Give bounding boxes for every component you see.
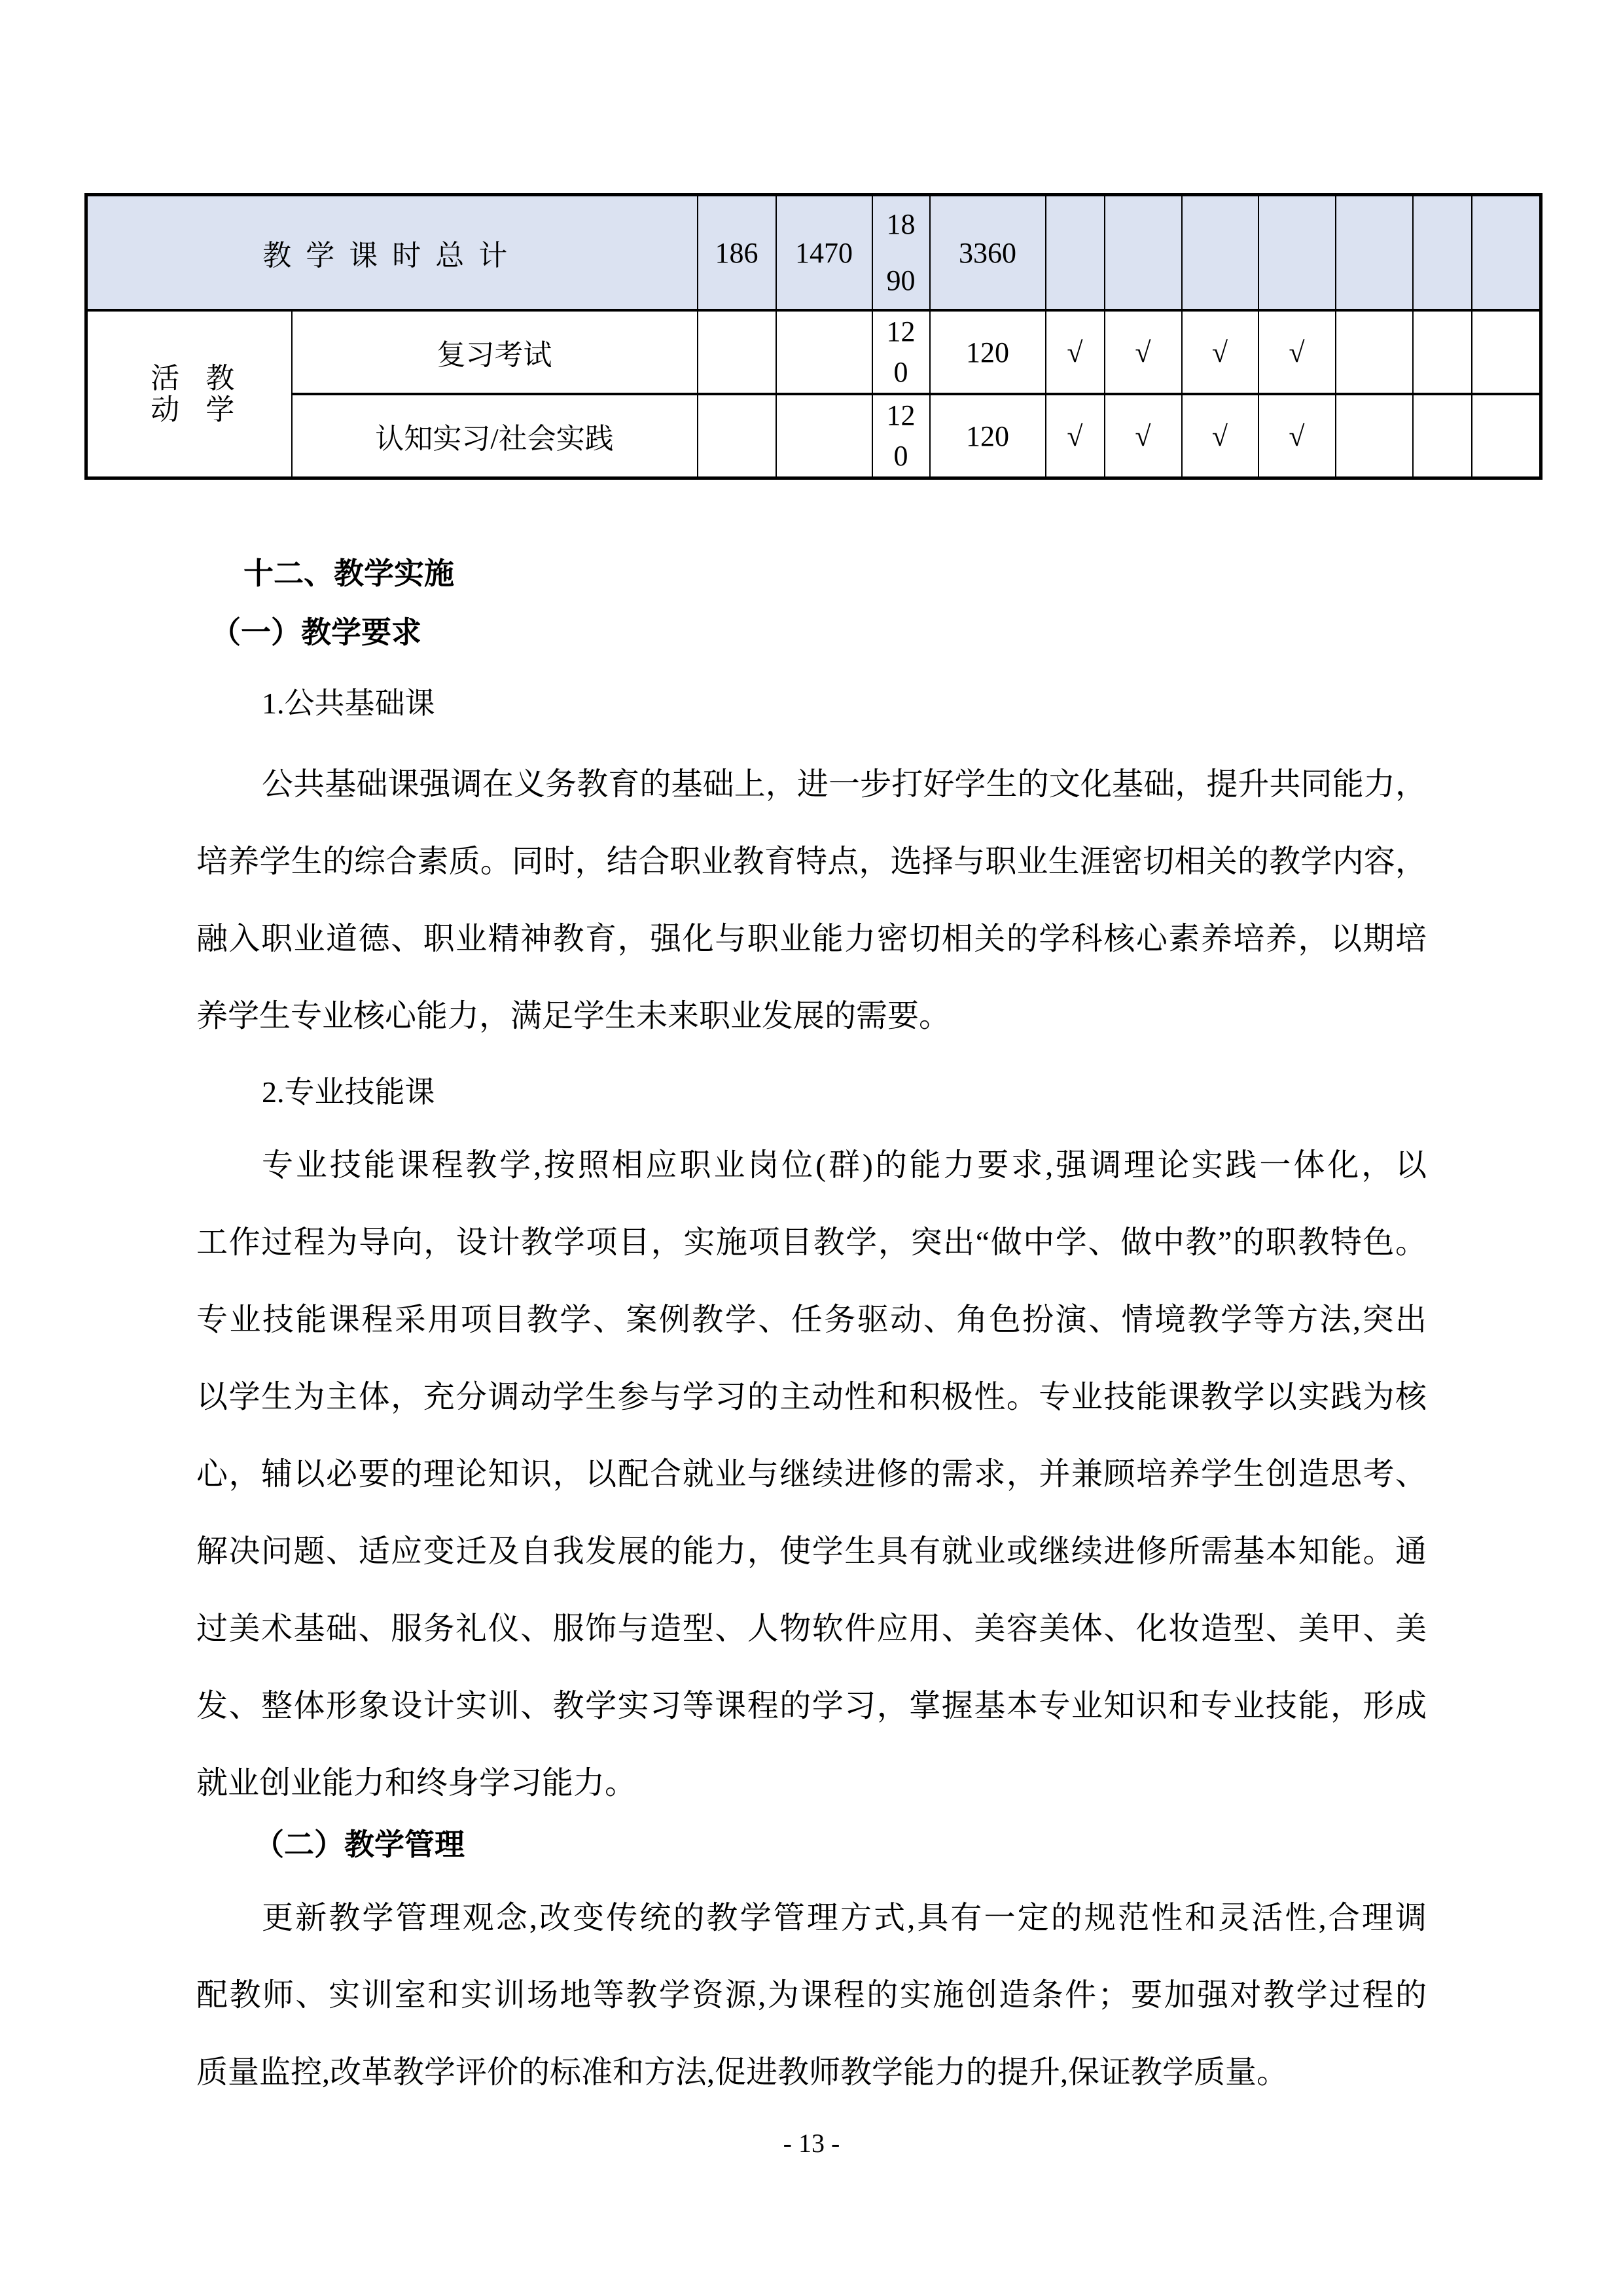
row-label-cell: 认知实习/社会实践 <box>292 394 698 478</box>
paragraph-line: 心，辅以必要的理论知识，以配合就业与继续进修的需求，并兼顾培养学生创造思考、 <box>196 1457 1427 1492</box>
page-number: - 13 - <box>783 2128 840 2158</box>
empty-cell <box>1105 195 1182 311</box>
empty-cell <box>1413 195 1472 311</box>
paragraph-line: 过美术基础、服务礼仪、服饰与造型、人物软件应用、美容美体、化妆造型、美甲、美 <box>196 1611 1427 1646</box>
empty-cell <box>1182 195 1258 311</box>
empty-cell <box>1336 195 1413 311</box>
paragraph-line: 工作过程为导向，设计教学项目，实施项目教学，突出“做中学、做中教”的职教特色。 <box>196 1225 1427 1260</box>
table-row-summary <box>86 195 1541 311</box>
hours-line1: 12 <box>886 315 916 348</box>
subsection-heading-teaching-requirements: （一）教学要求 <box>211 616 421 649</box>
paragraph-line: 养学生专业核心能力，满足学生未来职业发展的需要。 <box>196 999 951 1033</box>
paragraph-professional-skill-courses <box>196 1127 1427 1822</box>
activity-group-cell <box>86 310 292 478</box>
hours-wrapped-cell <box>872 310 930 394</box>
summary-total-cell: 3360 <box>930 195 1046 311</box>
summary-label-cell: 教学课时总计 <box>86 195 698 311</box>
total-cell: 120 <box>930 310 1046 394</box>
hours-line2: 0 <box>893 440 908 472</box>
body-text-column <box>196 545 1427 2111</box>
summary-hours-cell: 1470 <box>776 195 872 311</box>
hours-wrapped-cell <box>872 394 930 478</box>
empty-cell <box>1413 394 1472 478</box>
table-row-review-exam <box>86 310 1541 394</box>
checkmark-cell: √ <box>1182 394 1258 478</box>
subsection-heading-teaching-management: （二）教学管理 <box>254 1828 465 1861</box>
checkmark-cell: √ <box>1105 310 1182 394</box>
paragraph-line: 质量监控,改革教学评价的标准和方法,促进教师教学能力的提升,保证教学质量。 <box>196 2055 1289 2090</box>
empty-cell <box>776 310 872 394</box>
paragraph-line: 解决问题、适应变迁及自我发展的能力，使学生具有就业或继续进修所需基本知能。通 <box>196 1534 1427 1569</box>
checkmark-cell: √ <box>1105 394 1182 478</box>
summary-wrapped-hours-cell <box>872 195 930 311</box>
checkmark-cell: √ <box>1046 310 1105 394</box>
summary-weeks-cell: 186 <box>698 195 776 311</box>
item-heading-public-basic-courses: 1.公共基础课 <box>262 687 435 720</box>
section-heading: 十二、教学实施 <box>243 557 454 590</box>
empty-cell <box>1472 195 1541 311</box>
empty-cell <box>698 310 776 394</box>
empty-cell <box>1472 310 1541 394</box>
teaching-hours-table <box>84 193 1543 480</box>
vertical-label-left: 活动 <box>146 363 179 425</box>
row-label-cell: 复习考试 <box>292 310 698 394</box>
checkmark-cell: √ <box>1258 310 1336 394</box>
vertical-label-right: 教学 <box>201 363 234 425</box>
checkmark-cell: √ <box>1046 394 1105 478</box>
summary-hours-line2: 90 <box>886 264 916 296</box>
hours-line2: 0 <box>893 356 908 388</box>
paragraph-line: 融入职业道德、职业精神教育，强化与职业能力密切相关的学科核心素养培养，以期培 <box>196 922 1427 956</box>
empty-cell <box>1336 310 1413 394</box>
paragraph-line: 就业创业能力和终身学习能力。 <box>196 1766 637 1801</box>
empty-cell <box>1258 195 1336 311</box>
checkmark-cell: √ <box>1258 394 1336 478</box>
paragraph-line: 培养学生的综合素质。同时，结合职业教育特点，选择与职业生涯密切相关的教学内容， <box>196 844 1427 879</box>
paragraph-line: 专业技能课程采用项目教学、案例教学、任务驱动、角色扮演、情境教学等方法,突出 <box>196 1302 1427 1337</box>
checkmark-cell: √ <box>1182 310 1258 394</box>
paragraph-line: 发、整体形象设计实训、教学实习等课程的学习，掌握基本专业知识和专业技能，形成 <box>196 1689 1427 1723</box>
hours-line1: 12 <box>886 399 916 431</box>
item-heading-professional-skill-courses: 2.专业技能课 <box>262 1075 435 1109</box>
total-cell: 120 <box>930 394 1046 478</box>
paragraph-public-basic-courses <box>196 746 1427 1055</box>
paragraph-line: 更新教学管理观念,改变传统的教学管理方式,具有一定的规范性和灵活性,合理调 <box>262 1901 1427 1935</box>
empty-cell <box>1413 310 1472 394</box>
vertical-label <box>88 363 291 425</box>
paragraph-line: 专业技能课程教学,按照相应职业岗位(群)的能力要求,强调理论实践一体化，以 <box>262 1148 1427 1183</box>
table-row-practice <box>86 394 1541 478</box>
empty-cell <box>1472 394 1541 478</box>
summary-hours-line1: 18 <box>886 208 916 240</box>
empty-cell <box>776 394 872 478</box>
paragraph-line: 配教师、实训室和实训场地等教学资源,为课程的实施创造条件；要加强对教学过程的 <box>196 1978 1427 2013</box>
paragraph-line: 以学生为主体，充分调动学生参与学习的主动性和积极性。专业技能课教学以实践为核 <box>196 1380 1427 1414</box>
empty-cell <box>1336 394 1413 478</box>
empty-cell <box>1046 195 1105 311</box>
paragraph-teaching-management <box>196 1880 1427 2111</box>
paragraph-line: 公共基础课强调在义务教育的基础上，进一步打好学生的文化基础，提升共同能力， <box>262 767 1427 802</box>
empty-cell <box>698 394 776 478</box>
